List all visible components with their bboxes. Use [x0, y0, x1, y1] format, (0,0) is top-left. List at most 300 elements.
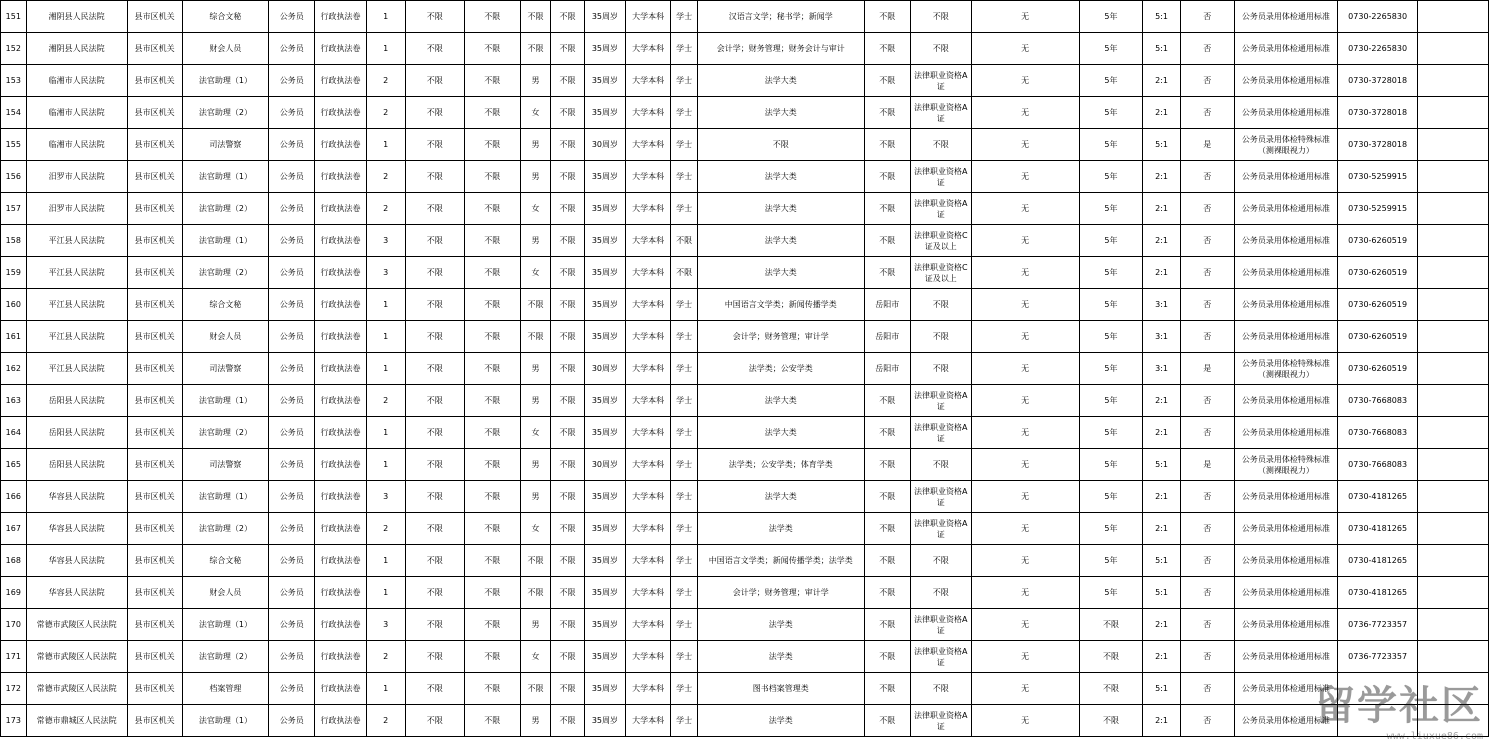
row-number: 170: [1, 609, 27, 641]
employer-level-cell: 县市区机关: [127, 97, 182, 129]
exam-type-cell: 行政执法卷: [315, 1, 366, 33]
physical-test-cell: 否: [1180, 609, 1234, 641]
certificate-cell: 不限: [910, 129, 971, 161]
staff-type-cell: 公务员: [269, 225, 315, 257]
ethnicity-cell: 不限: [405, 193, 464, 225]
employer-cell: 常德市武陵区人民法院: [26, 609, 127, 641]
degree-cell: 学士: [671, 705, 698, 737]
age-cell: 30周岁: [584, 129, 625, 161]
education-cell: 大学本科: [626, 545, 671, 577]
certificate-cell: 法律职业资格A证: [910, 609, 971, 641]
certificate-cell: 不限: [910, 1, 971, 33]
gender-cell: 男: [520, 385, 551, 417]
remarks-cell: [1418, 65, 1489, 97]
major-cell: 中国语言文学类；新闻传播学类；法学类: [697, 545, 864, 577]
ratio-cell: 2:1: [1143, 225, 1180, 257]
physical-test-cell: 否: [1180, 225, 1234, 257]
marriage-cell: 不限: [551, 1, 584, 33]
certificate-cell: 不限: [910, 673, 971, 705]
headcount-cell: 1: [366, 321, 405, 353]
employer-cell: 华容县人民法院: [26, 545, 127, 577]
household-cell: 不限: [864, 161, 910, 193]
staff-type-cell: 公务员: [269, 97, 315, 129]
marriage-cell: 不限: [551, 33, 584, 65]
remarks-cell: [1418, 289, 1489, 321]
age-cell: 35周岁: [584, 673, 625, 705]
table-row: [1, 545, 1489, 577]
position-cell: 法官助理（1）: [182, 609, 269, 641]
staff-type-cell: 公务员: [269, 129, 315, 161]
physical-test-cell: 否: [1180, 385, 1234, 417]
age-cell: 35周岁: [584, 321, 625, 353]
health-standard-cell: 公务员录用体检通用标准: [1234, 641, 1337, 673]
household-cell: 不限: [864, 385, 910, 417]
ethnicity-cell: 不限: [405, 33, 464, 65]
degree-cell: 学士: [671, 65, 698, 97]
headcount-cell: 2: [366, 65, 405, 97]
employer-level-cell: 县市区机关: [127, 65, 182, 97]
gender-cell: 男: [520, 449, 551, 481]
health-standard-cell: 公务员录用体检通用标准: [1234, 161, 1337, 193]
certificate-cell: 不限: [910, 353, 971, 385]
physical-test-cell: 否: [1180, 481, 1234, 513]
health-standard-cell: 公务员录用体检通用标准: [1234, 705, 1337, 737]
position-cell: 法官助理（1）: [182, 161, 269, 193]
gender-cell: 不限: [520, 577, 551, 609]
marriage-cell: 不限: [551, 513, 584, 545]
staff-type-cell: 公务员: [269, 1, 315, 33]
household-cell: 不限: [864, 705, 910, 737]
ethnicity-cell: 不限: [405, 641, 464, 673]
phone-cell: [1337, 673, 1417, 705]
staff-type-cell: 公务员: [269, 65, 315, 97]
certificate-cell: 法律职业资格A证: [910, 385, 971, 417]
staff-type-cell: 公务员: [269, 321, 315, 353]
exam-type-cell: 行政执法卷: [315, 545, 366, 577]
ethnicity-cell: 不限: [405, 1, 464, 33]
degree-cell: 学士: [671, 289, 698, 321]
experience-cell: 无: [971, 289, 1079, 321]
age-cell: 30周岁: [584, 353, 625, 385]
position-cell: 法官助理（1）: [182, 225, 269, 257]
degree-cell: 学士: [671, 1, 698, 33]
major-cell: 法学类: [697, 609, 864, 641]
table-row: [1, 513, 1489, 545]
ethnicity-cell: 不限: [405, 321, 464, 353]
table-row: [1, 577, 1489, 609]
phone-cell: 0736-7723357: [1337, 609, 1417, 641]
row-number: 160: [1, 289, 27, 321]
age-cell: 35周岁: [584, 65, 625, 97]
table-row: [1, 161, 1489, 193]
education-cell: 大学本科: [626, 257, 671, 289]
education-cell: 大学本科: [626, 353, 671, 385]
ratio-cell: 5:1: [1143, 545, 1180, 577]
service-years-cell: 5年: [1079, 481, 1143, 513]
experience-cell: 无: [971, 353, 1079, 385]
marriage-cell: 不限: [551, 641, 584, 673]
ratio-cell: 5:1: [1143, 449, 1180, 481]
staff-type-cell: 公务员: [269, 33, 315, 65]
experience-cell: 无: [971, 385, 1079, 417]
staff-type-cell: 公务员: [269, 641, 315, 673]
employer-cell: 平江县人民法院: [26, 225, 127, 257]
exam-type-cell: 行政执法卷: [315, 449, 366, 481]
major-cell: 会计学；财务管理；财务会计与审计: [697, 33, 864, 65]
phone-cell: 0730-3728018: [1337, 65, 1417, 97]
major-cell: 汉语言文学；秘书学；新闻学: [697, 1, 864, 33]
ratio-cell: 2:1: [1143, 641, 1180, 673]
position-cell: 法官助理（2）: [182, 641, 269, 673]
phone-cell: 0730-5259915: [1337, 161, 1417, 193]
politics-cell: 不限: [464, 705, 520, 737]
service-years-cell: 5年: [1079, 257, 1143, 289]
experience-cell: 无: [971, 321, 1079, 353]
politics-cell: 不限: [464, 673, 520, 705]
health-standard-cell: 公务员录用体检通用标准: [1234, 481, 1337, 513]
gender-cell: 女: [520, 641, 551, 673]
education-cell: 大学本科: [626, 609, 671, 641]
position-cell: 司法警察: [182, 129, 269, 161]
ratio-cell: 2:1: [1143, 97, 1180, 129]
education-cell: 大学本科: [626, 193, 671, 225]
headcount-cell: 1: [366, 33, 405, 65]
headcount-cell: 2: [366, 193, 405, 225]
exam-type-cell: 行政执法卷: [315, 609, 366, 641]
remarks-cell: [1418, 481, 1489, 513]
service-years-cell: 不限: [1079, 609, 1143, 641]
household-cell: 不限: [864, 545, 910, 577]
remarks-cell: [1418, 353, 1489, 385]
health-standard-cell: 公务员录用体检通用标准: [1234, 673, 1337, 705]
row-number: 165: [1, 449, 27, 481]
exam-type-cell: 行政执法卷: [315, 65, 366, 97]
education-cell: 大学本科: [626, 513, 671, 545]
major-cell: 法学大类: [697, 161, 864, 193]
employer-level-cell: 县市区机关: [127, 705, 182, 737]
marriage-cell: 不限: [551, 97, 584, 129]
education-cell: 大学本科: [626, 225, 671, 257]
remarks-cell: [1418, 449, 1489, 481]
phone-cell: 0730-7668083: [1337, 385, 1417, 417]
politics-cell: 不限: [464, 257, 520, 289]
health-standard-cell: 公务员录用体检通用标准: [1234, 225, 1337, 257]
marriage-cell: 不限: [551, 353, 584, 385]
row-number: 156: [1, 161, 27, 193]
age-cell: 35周岁: [584, 481, 625, 513]
education-cell: 大学本科: [626, 33, 671, 65]
staff-type-cell: 公务员: [269, 417, 315, 449]
row-number: 155: [1, 129, 27, 161]
exam-type-cell: 行政执法卷: [315, 385, 366, 417]
health-standard-cell: 公务员录用体检通用标准: [1234, 33, 1337, 65]
position-cell: 司法警察: [182, 449, 269, 481]
table-row: [1, 129, 1489, 161]
position-cell: 档案管理: [182, 673, 269, 705]
politics-cell: 不限: [464, 385, 520, 417]
politics-cell: 不限: [464, 161, 520, 193]
major-cell: 法学大类: [697, 65, 864, 97]
ratio-cell: 5:1: [1143, 33, 1180, 65]
phone-cell: 0730-5259915: [1337, 193, 1417, 225]
age-cell: 35周岁: [584, 577, 625, 609]
certificate-cell: 法律职业资格A证: [910, 417, 971, 449]
exam-type-cell: 行政执法卷: [315, 481, 366, 513]
position-cell: 法官助理（2）: [182, 193, 269, 225]
ratio-cell: 2:1: [1143, 705, 1180, 737]
phone-cell: 0730-7668083: [1337, 417, 1417, 449]
politics-cell: 不限: [464, 225, 520, 257]
staff-type-cell: 公务员: [269, 545, 315, 577]
headcount-cell: 1: [366, 129, 405, 161]
degree-cell: 学士: [671, 385, 698, 417]
employer-cell: 常德市武陵区人民法院: [26, 673, 127, 705]
headcount-cell: 2: [366, 97, 405, 129]
position-cell: 财会人员: [182, 33, 269, 65]
education-cell: 大学本科: [626, 577, 671, 609]
physical-test-cell: 是: [1180, 129, 1234, 161]
age-cell: 35周岁: [584, 545, 625, 577]
employer-cell: 临湘市人民法院: [26, 65, 127, 97]
physical-test-cell: 否: [1180, 321, 1234, 353]
education-cell: 大学本科: [626, 1, 671, 33]
employer-cell: 岳阳县人民法院: [26, 417, 127, 449]
employer-cell: 平江县人民法院: [26, 321, 127, 353]
major-cell: 图书档案管理类: [697, 673, 864, 705]
degree-cell: 学士: [671, 641, 698, 673]
certificate-cell: 法律职业资格A证: [910, 161, 971, 193]
politics-cell: 不限: [464, 129, 520, 161]
degree-cell: 学士: [671, 449, 698, 481]
table-row: [1, 257, 1489, 289]
employer-level-cell: 县市区机关: [127, 33, 182, 65]
experience-cell: 无: [971, 449, 1079, 481]
ratio-cell: 5:1: [1143, 1, 1180, 33]
employer-level-cell: 县市区机关: [127, 353, 182, 385]
physical-test-cell: 是: [1180, 449, 1234, 481]
employer-cell: 湘阴县人民法院: [26, 33, 127, 65]
gender-cell: 男: [520, 353, 551, 385]
physical-test-cell: 否: [1180, 1, 1234, 33]
service-years-cell: 5年: [1079, 1, 1143, 33]
major-cell: 法学大类: [697, 481, 864, 513]
ratio-cell: 2:1: [1143, 417, 1180, 449]
headcount-cell: 1: [366, 353, 405, 385]
row-number: 157: [1, 193, 27, 225]
phone-cell: 0730-2265830: [1337, 33, 1417, 65]
degree-cell: 不限: [671, 257, 698, 289]
experience-cell: 无: [971, 33, 1079, 65]
age-cell: 35周岁: [584, 705, 625, 737]
phone-cell: 0730-4181265: [1337, 545, 1417, 577]
household-cell: 不限: [864, 225, 910, 257]
household-cell: 不限: [864, 1, 910, 33]
household-cell: 不限: [864, 673, 910, 705]
employer-cell: 汨罗市人民法院: [26, 161, 127, 193]
position-cell: 法官助理（2）: [182, 417, 269, 449]
employer-level-cell: 县市区机关: [127, 609, 182, 641]
phone-cell: [1337, 705, 1417, 737]
household-cell: 不限: [864, 481, 910, 513]
degree-cell: 学士: [671, 193, 698, 225]
degree-cell: 学士: [671, 417, 698, 449]
exam-type-cell: 行政执法卷: [315, 289, 366, 321]
ethnicity-cell: 不限: [405, 65, 464, 97]
experience-cell: 无: [971, 161, 1079, 193]
row-number: 164: [1, 417, 27, 449]
service-years-cell: 5年: [1079, 225, 1143, 257]
employer-cell: 华容县人民法院: [26, 481, 127, 513]
exam-type-cell: 行政执法卷: [315, 641, 366, 673]
service-years-cell: 5年: [1079, 289, 1143, 321]
phone-cell: 0730-6260519: [1337, 225, 1417, 257]
politics-cell: 不限: [464, 641, 520, 673]
gender-cell: 女: [520, 417, 551, 449]
gender-cell: 不限: [520, 1, 551, 33]
physical-test-cell: 是: [1180, 353, 1234, 385]
staff-type-cell: 公务员: [269, 289, 315, 321]
exam-type-cell: 行政执法卷: [315, 225, 366, 257]
remarks-cell: [1418, 321, 1489, 353]
age-cell: 30周岁: [584, 449, 625, 481]
household-cell: 不限: [864, 449, 910, 481]
ratio-cell: 2:1: [1143, 257, 1180, 289]
major-cell: 会计学；财务管理；审计学: [697, 321, 864, 353]
certificate-cell: 法律职业资格A证: [910, 705, 971, 737]
employer-cell: 湘阴县人民法院: [26, 1, 127, 33]
employer-level-cell: 县市区机关: [127, 193, 182, 225]
employer-cell: 临湘市人民法院: [26, 97, 127, 129]
education-cell: 大学本科: [626, 449, 671, 481]
table-body: [1, 1, 1489, 737]
politics-cell: 不限: [464, 33, 520, 65]
service-years-cell: 5年: [1079, 129, 1143, 161]
politics-cell: 不限: [464, 193, 520, 225]
row-number: 162: [1, 353, 27, 385]
staff-type-cell: 公务员: [269, 193, 315, 225]
degree-cell: 学士: [671, 609, 698, 641]
ethnicity-cell: 不限: [405, 577, 464, 609]
major-cell: 不限: [697, 129, 864, 161]
phone-cell: 0730-4181265: [1337, 513, 1417, 545]
politics-cell: 不限: [464, 417, 520, 449]
household-cell: 不限: [864, 257, 910, 289]
remarks-cell: [1418, 673, 1489, 705]
physical-test-cell: 否: [1180, 161, 1234, 193]
household-cell: 不限: [864, 97, 910, 129]
physical-test-cell: 否: [1180, 289, 1234, 321]
employer-level-cell: 县市区机关: [127, 481, 182, 513]
employer-cell: 临湘市人民法院: [26, 129, 127, 161]
experience-cell: 无: [971, 193, 1079, 225]
headcount-cell: 2: [366, 161, 405, 193]
household-cell: 岳阳市: [864, 353, 910, 385]
age-cell: 35周岁: [584, 385, 625, 417]
major-cell: 法学大类: [697, 257, 864, 289]
remarks-cell: [1418, 513, 1489, 545]
experience-cell: 无: [971, 609, 1079, 641]
major-cell: 法学大类: [697, 97, 864, 129]
health-standard-cell: 公务员录用体检通用标准: [1234, 97, 1337, 129]
remarks-cell: [1418, 193, 1489, 225]
ratio-cell: 2:1: [1143, 65, 1180, 97]
physical-test-cell: 否: [1180, 673, 1234, 705]
employer-level-cell: 县市区机关: [127, 673, 182, 705]
headcount-cell: 1: [366, 1, 405, 33]
gender-cell: 男: [520, 225, 551, 257]
exam-type-cell: 行政执法卷: [315, 513, 366, 545]
health-standard-cell: 公务员录用体检特殊标准（测裸眼视力）: [1234, 449, 1337, 481]
row-number: 168: [1, 545, 27, 577]
education-cell: 大学本科: [626, 481, 671, 513]
major-cell: 法学大类: [697, 417, 864, 449]
service-years-cell: 5年: [1079, 385, 1143, 417]
certificate-cell: 不限: [910, 33, 971, 65]
employer-level-cell: 县市区机关: [127, 545, 182, 577]
marriage-cell: 不限: [551, 673, 584, 705]
employer-cell: 岳阳县人民法院: [26, 449, 127, 481]
health-standard-cell: 公务员录用体检通用标准: [1234, 321, 1337, 353]
age-cell: 35周岁: [584, 33, 625, 65]
experience-cell: 无: [971, 545, 1079, 577]
major-cell: 法学类；公安学类: [697, 353, 864, 385]
age-cell: 35周岁: [584, 257, 625, 289]
physical-test-cell: 否: [1180, 641, 1234, 673]
table-row: [1, 225, 1489, 257]
education-cell: 大学本科: [626, 705, 671, 737]
service-years-cell: 不限: [1079, 705, 1143, 737]
exam-type-cell: 行政执法卷: [315, 129, 366, 161]
headcount-cell: 3: [366, 225, 405, 257]
ethnicity-cell: 不限: [405, 545, 464, 577]
remarks-cell: [1418, 417, 1489, 449]
position-cell: 综合文秘: [182, 1, 269, 33]
table-row: [1, 289, 1489, 321]
phone-cell: 0730-4181265: [1337, 577, 1417, 609]
phone-cell: 0730-6260519: [1337, 289, 1417, 321]
major-cell: 法学类: [697, 705, 864, 737]
ratio-cell: 5:1: [1143, 673, 1180, 705]
remarks-cell: [1418, 1, 1489, 33]
certificate-cell: 不限: [910, 545, 971, 577]
service-years-cell: 5年: [1079, 65, 1143, 97]
experience-cell: 无: [971, 65, 1079, 97]
headcount-cell: 1: [366, 417, 405, 449]
gender-cell: 男: [520, 161, 551, 193]
marriage-cell: 不限: [551, 129, 584, 161]
experience-cell: 无: [971, 513, 1079, 545]
experience-cell: 无: [971, 417, 1079, 449]
gender-cell: 女: [520, 513, 551, 545]
ratio-cell: 5:1: [1143, 577, 1180, 609]
table-row: [1, 321, 1489, 353]
health-standard-cell: 公务员录用体检通用标准: [1234, 65, 1337, 97]
health-standard-cell: 公务员录用体检通用标准: [1234, 257, 1337, 289]
education-cell: 大学本科: [626, 673, 671, 705]
row-number: 172: [1, 673, 27, 705]
employer-level-cell: 县市区机关: [127, 449, 182, 481]
gender-cell: 不限: [520, 545, 551, 577]
household-cell: 不限: [864, 417, 910, 449]
employer-level-cell: 县市区机关: [127, 577, 182, 609]
politics-cell: 不限: [464, 513, 520, 545]
headcount-cell: 3: [366, 609, 405, 641]
marriage-cell: 不限: [551, 705, 584, 737]
row-number: 163: [1, 385, 27, 417]
employer-cell: 汨罗市人民法院: [26, 193, 127, 225]
marriage-cell: 不限: [551, 321, 584, 353]
ethnicity-cell: 不限: [405, 161, 464, 193]
